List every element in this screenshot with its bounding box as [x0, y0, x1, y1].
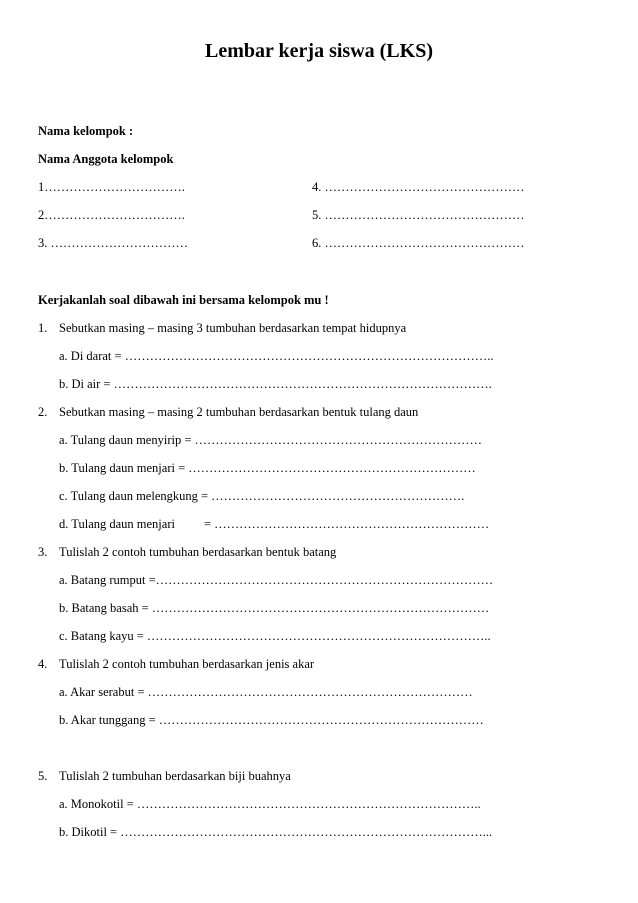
member-line-4: 4. ………………………………………… [312, 180, 525, 194]
answer-dots: = ………………………………………………………… [204, 517, 490, 531]
answer-line-1b: b. Di air = ………………………………………………………………………………. [59, 377, 492, 391]
answer-line-5a: a. Monokotil = ……………………………………………………………………….. [59, 797, 481, 811]
question-number: 1. [38, 321, 48, 335]
answer-line-4a: a. Akar serabut = …………………………………………………………………… [59, 685, 473, 699]
answer-line-1a: a. Di darat = …………………………………………………………………………….. [59, 349, 494, 363]
answer-line-2d [59, 516, 489, 532]
question-number: 3. [38, 545, 48, 559]
question-text: Sebutkan masing – masing 2 tumbuhan berdasarkan bentuk tulang daun [59, 405, 419, 419]
group-name-label: Nama kelompok : [38, 124, 134, 138]
question-number: 2. [38, 405, 48, 419]
member-line-3: 3. …………………………… [38, 236, 188, 250]
question-text: Tulislah 2 contoh tumbuhan berdasarkan bentuk batang [59, 545, 337, 559]
question-3 [38, 544, 336, 560]
answer-label: d. Tulang daun menjari [59, 517, 175, 531]
question-number: 5. [38, 769, 48, 783]
member-line-2: 2……………………………. [38, 208, 185, 222]
answer-line-4b: b. Akar tunggang = …………………………………………………………………… [59, 713, 484, 727]
answer-line-3a: a. Batang rumput =……………………………………………………………………… [59, 573, 494, 587]
answer-line-3b: b. Batang basah = ……………………………………………………………………… [59, 601, 490, 615]
question-text: Sebutkan masing – masing 3 tumbuhan berdasarkan tempat hidupnya [59, 321, 407, 335]
question-5 [38, 768, 291, 784]
instruction-text: Kerjakanlah soal dibawah ini bersama kelompok mu ! [38, 293, 329, 307]
question-2 [38, 404, 418, 420]
page-title: Lembar kerja siswa (LKS) [205, 40, 433, 62]
question-text: Tulislah 2 contoh tumbuhan berdasarkan jenis akar [59, 657, 315, 671]
question-4 [38, 656, 314, 672]
question-number: 4. [38, 657, 48, 671]
member-line-6: 6. ………………………………………… [312, 236, 525, 250]
question-text: Tulislah 2 tumbuhan berdasarkan biji buahnya [59, 769, 291, 783]
answer-line-2b: b. Tulang daun menjari = …………………………………………………………… [59, 461, 476, 475]
group-members-label: Nama Anggota kelompok [38, 152, 174, 166]
answer-line-5b: b. Dikotil = ……………………………………………………………………………... [59, 825, 493, 839]
answer-line-3c: c. Batang kayu = ……………………………………………………………………….. [59, 629, 491, 643]
member-line-1: 1……………………………. [38, 180, 185, 194]
answer-line-2c: c. Tulang daun melengkung = ……………………………………………………. [59, 489, 465, 503]
member-line-5: 5. ………………………………………… [312, 208, 525, 222]
question-1 [38, 320, 406, 336]
answer-line-2a: a. Tulang daun menyirip = …………………………………………………………… [59, 433, 483, 447]
